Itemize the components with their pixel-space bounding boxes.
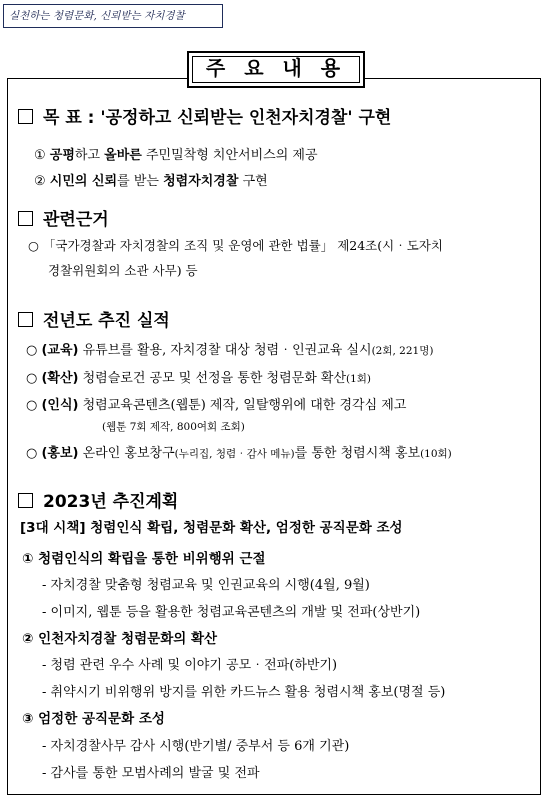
square-bullet-icon bbox=[18, 312, 33, 327]
performance-note: (웹툰 7회 제작, 800여회 조회) bbox=[102, 421, 245, 433]
plan-item: - 이미지, 웹툰 등을 활용한 청렴교육콘텐츠의 개발 및 전파(상반기) bbox=[42, 605, 421, 620]
plan-item: - 취약시기 비위행위 방지를 위한 카드뉴스 활용 청렴시책 홍보(명절 등) bbox=[42, 685, 446, 700]
performance-item: ○ (인식) 청렴교육콘텐츠(웹툰) 제작, 일탈행위에 대한 경각심 제고 bbox=[26, 398, 407, 413]
performance-item: ○ (홍보) 온라인 홍보창구(누리집, 청렴‧감사 메뉴)를 통한 청렴시책 홍보(10회) bbox=[26, 446, 452, 461]
square-bullet-icon bbox=[18, 109, 33, 124]
goal-item: ① 공평하고 올바른 주민밀착형 치안서비스의 제공 bbox=[34, 148, 318, 163]
section-plan-heading: 2023년 추진계획 bbox=[18, 487, 178, 512]
plan-group-title: ② 인천자치경찰 청렴문화의 확산 bbox=[22, 631, 218, 647]
plan-group-title: ① 청렴인식의 확립을 통한 비위행위 근절 bbox=[22, 551, 266, 567]
performance-item: ○ (확산) 청렴슬로건 공모 및 선정을 통한 청렴문화 확산(1회) bbox=[26, 371, 372, 386]
section-basis-heading: 관련근거 bbox=[18, 205, 109, 230]
basis-line: 경찰위원회의 소관 사무) 등 bbox=[48, 263, 198, 278]
plan-item: - 감사를 통한 모범사례의 발굴 및 전파 bbox=[42, 766, 260, 781]
page-title: 주 요 내 용 bbox=[187, 51, 365, 88]
square-bullet-icon bbox=[18, 493, 33, 508]
section-performance-heading: 전년도 추진 실적 bbox=[18, 306, 170, 331]
plan-item: - 청렴 관련 우수 사례 및 이야기 공모‧전파(하반기) bbox=[42, 658, 338, 673]
basis-line: ○ 「국가경찰과 자치경찰의 조직 및 운영에 관한 법률」 제24조(시‧도자치 bbox=[28, 238, 443, 253]
plan-item: - 자치경찰사무 감사 시행(반기별/ 중부서 등 6개 기관) bbox=[42, 739, 350, 754]
plan-subtitle: [3대 시책] 청렴인식 확립, 청렴문화 확산, 엄정한 공직문화 조성 bbox=[20, 520, 403, 536]
goal-item: ② 시민의 신뢰를 받는 청렴자치경찰 구현 bbox=[34, 174, 268, 189]
square-bullet-icon bbox=[18, 211, 33, 226]
plan-group-title: ③ 엄정한 공직문화 조성 bbox=[22, 711, 165, 727]
performance-item: ○ (교육) 유튜브를 활용, 자치경찰 대상 청렴‧인권교육 실시(2회, 221명) bbox=[26, 343, 434, 358]
section-goal-heading: 목 표 : '공정하고 신뢰받는 인천자치경찰' 구현 bbox=[18, 103, 391, 128]
slogan-tag: 실천하는 청렴문화, 신뢰받는 자치경찰 bbox=[3, 4, 223, 28]
plan-item: - 자치경찰 맞춤형 청렴교육 및 인권교육의 시행(4월, 9월) bbox=[42, 578, 370, 593]
